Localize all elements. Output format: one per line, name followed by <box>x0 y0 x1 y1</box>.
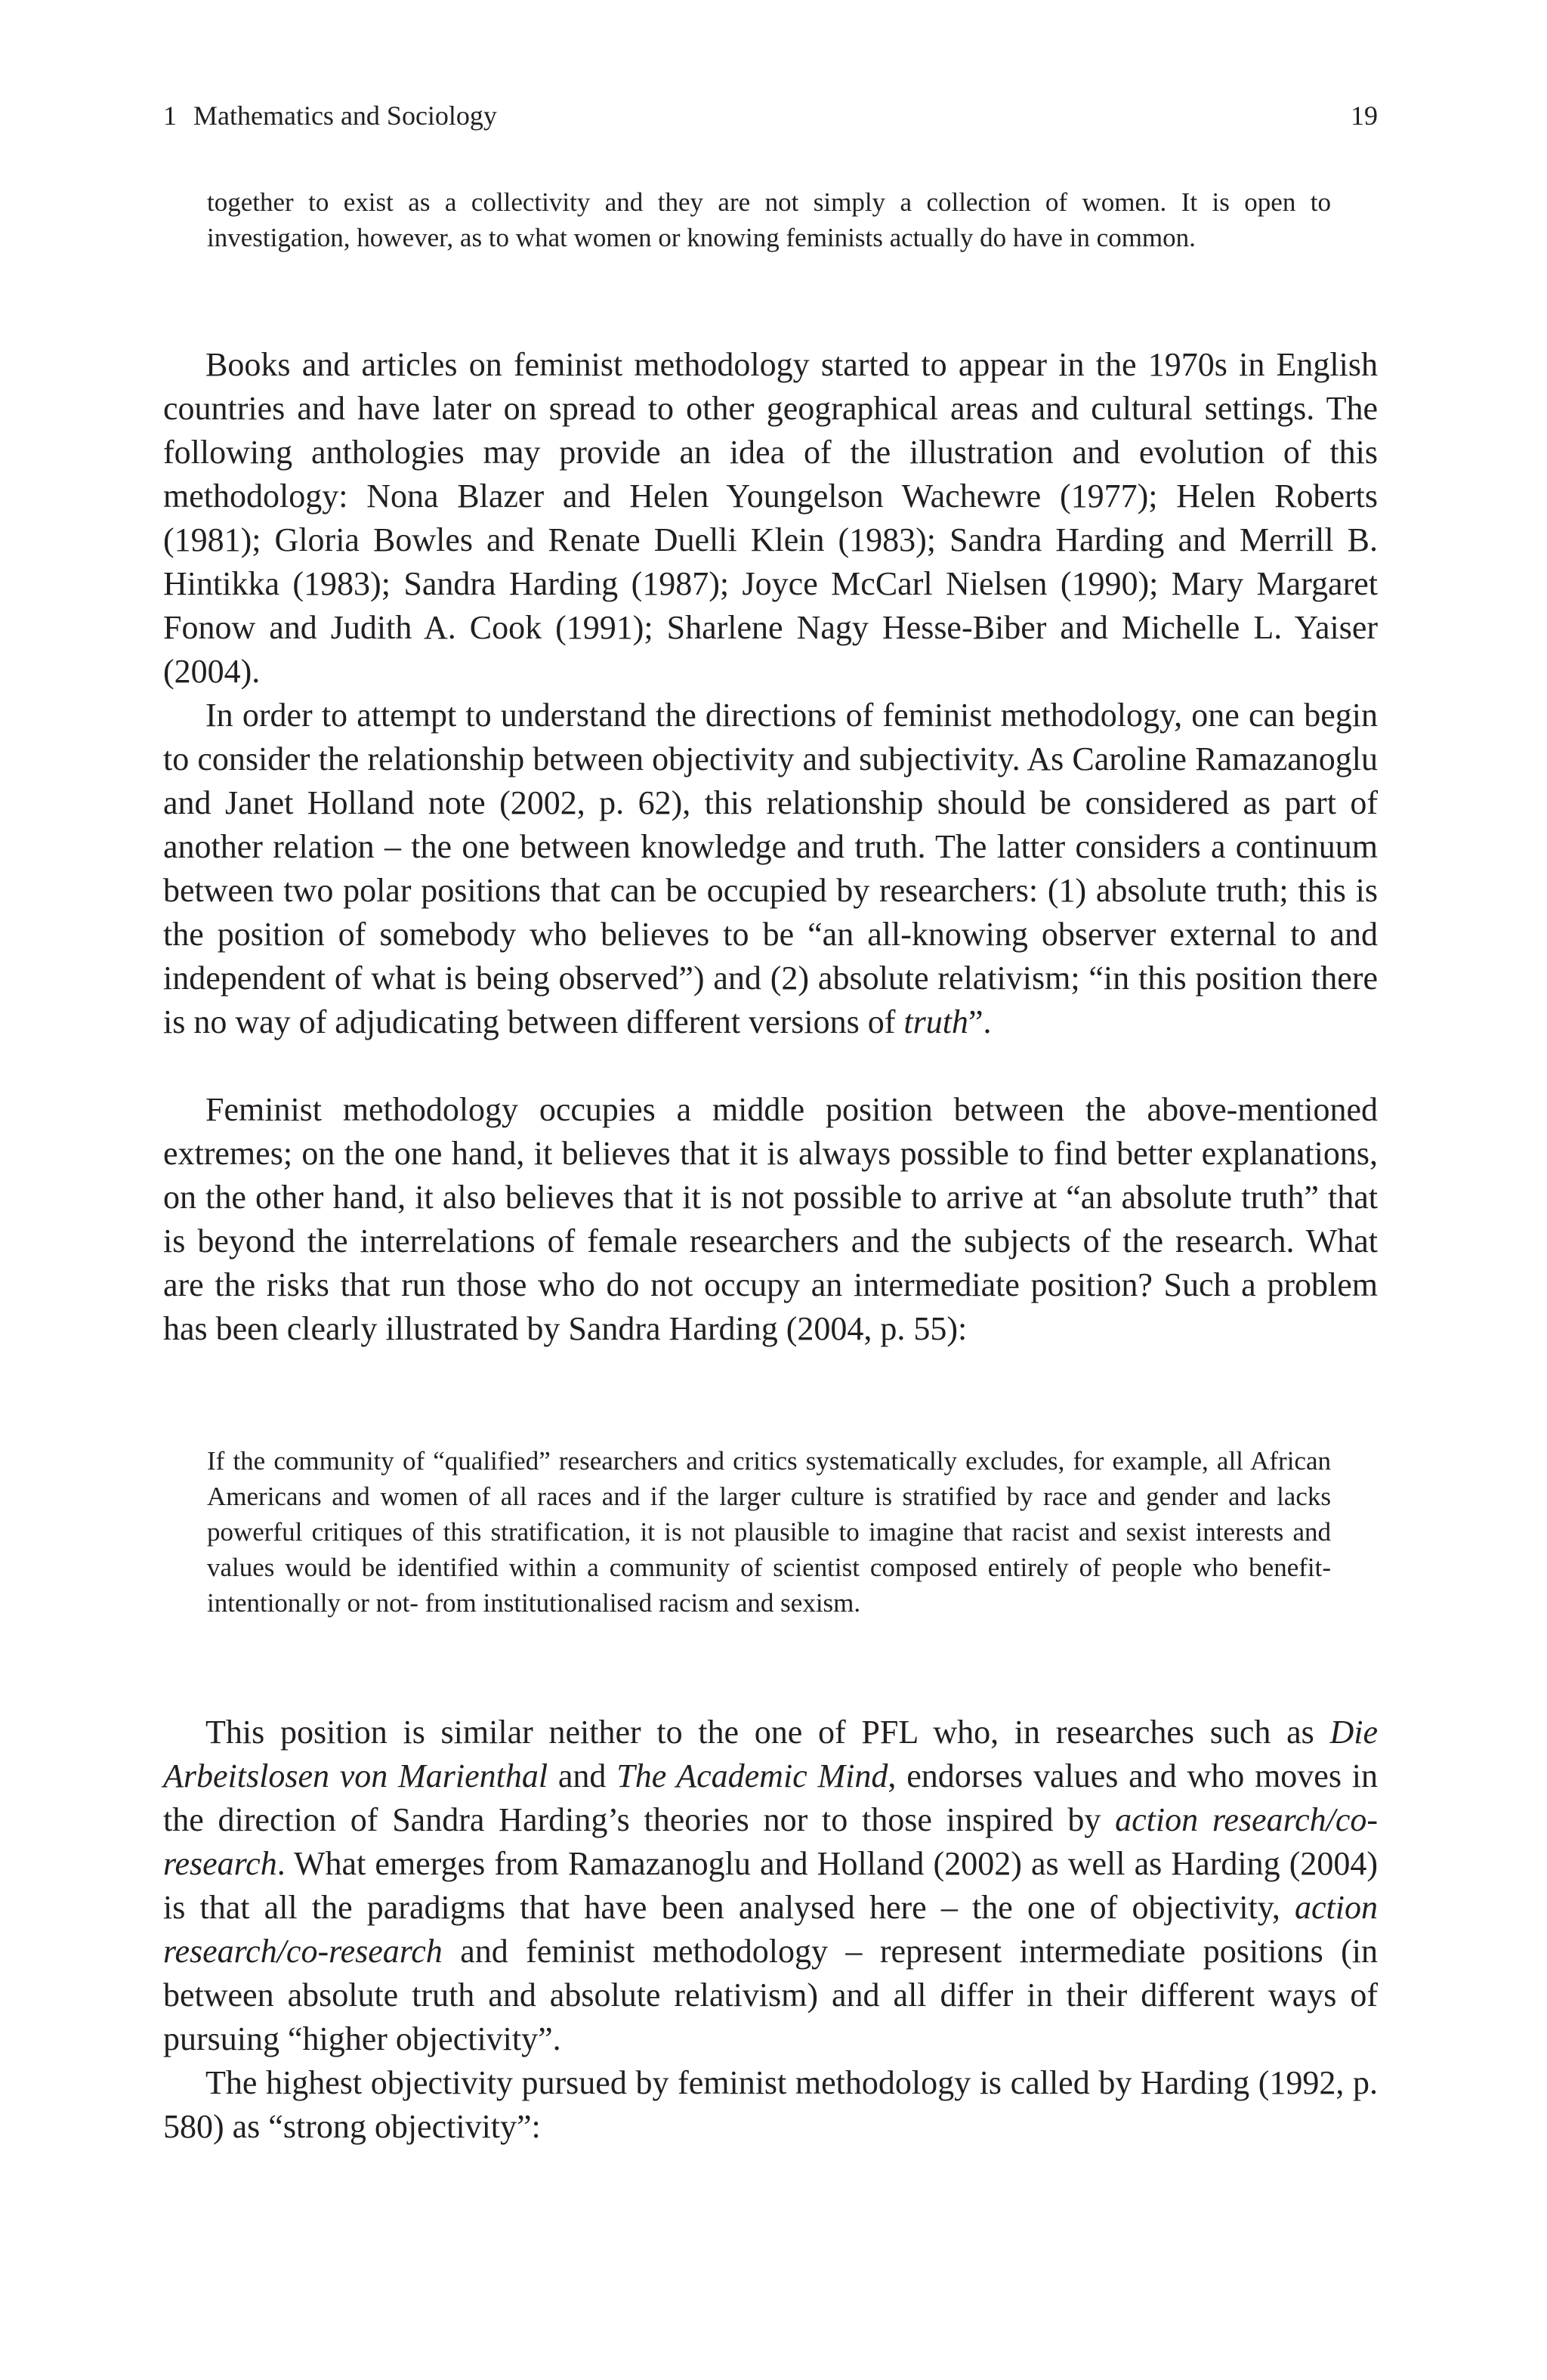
italic-title: The Academic Mind <box>616 1757 888 1794</box>
opening-quote-continuation: together to exist as a collectivity and they are not simply a collection of women. It is open to investigation, however, as to what women or knowing feminists actually do have in common. <box>207 187 1331 252</box>
running-head <box>163 97 1378 134</box>
block-quote: If the community of “qualified” researchers and critics systematically excludes, for example, all African Americans and women of all races and if the larger culture is stratified by race and gender and lacks powerful critiques of this stratification, it is not plausible to imagine that racist and sexist interests and values would be identified within a community of scientist composed entirely of people who benefit-intentionally or not- from institutionalised racism and sexism. <box>207 1446 1331 1618</box>
paragraph-text: and <box>548 1757 617 1794</box>
paragraph-text: , endorses values and who moves in the direction of Sandra Harding’s theories nor to those inspired by <box>163 1757 1378 1838</box>
page-number: 19 <box>1351 100 1378 131</box>
italic-title: Die Arbeitslosen von Marienthal <box>163 1714 1378 1794</box>
paragraph-text: ”. <box>968 1003 992 1040</box>
paragraph-objectivity-subjectivity <box>163 694 1378 1044</box>
paragraph-text: This position is similar neither to the one of PFL who, in researches such as <box>205 1714 1330 1751</box>
italic-term: action research/co-research <box>163 1801 1379 1882</box>
paragraph-middle-position: Feminist methodology occupies a middle position between the above-mentioned extremes; on the one hand, it believes that it is always possible to find better explanations, on the other hand, it also believes that it is not possible to arrive at “an absolute truth” that is beyond the interrelations of female researchers and the subjects of the research. What are the risks that run those who do not occupy an intermediate position? Such a problem has been clearly illustrated by Sandra Harding (2004, p. 55): <box>163 1091 1378 1347</box>
italic-term: truth <box>903 1003 968 1040</box>
chapter-heading <box>163 97 497 134</box>
paragraph-position-comparison <box>163 1711 1378 2061</box>
paragraph-text: and feminist methodology – represent intermediate positions (in between absolute truth and absolute relativism) and all differ in their different ways of pursuing “higher objectivity”. <box>163 1933 1378 2057</box>
chapter-title: Mathematics and Sociology <box>193 100 497 131</box>
italic-term: action research/co-research <box>163 1889 1378 1970</box>
paragraph-strong-objectivity: The highest objectivity pursued by feminist methodology is called by Harding (1992, p. 580) as “strong objectivity”: <box>163 2064 1378 2145</box>
paragraph-text: . What emerges from Ramazanoglu and Holland (2002) as well as Harding (2004) is that all the paradigms that have been analysed here – the one of objectivity, <box>163 1845 1378 1926</box>
paragraph-feminist-methodology-history: Books and articles on feminist methodology started to appear in the 1970s in English countries and have later on spread to other geographical areas and cultural settings. The following anthologies may provide an idea of the illustration and evolution of this methodology: Nona Blazer and Helen Youngelson Wachewre (1977); Helen Roberts (1981); Gloria Bowles and Renate Duelli Klein (1983); Sandra Harding and Merrill B. Hintikka (1983); Sandra Harding (1987); Joyce McCarl Nielsen (1990); Mary Margaret Fonow and Judith A. Cook (1991); Sharlene Nagy Hesse-Biber and Michelle L. Yaiser (2004). <box>163 346 1378 690</box>
chapter-number: 1 <box>163 100 177 131</box>
paragraph-text: In order to attempt to understand the directions of feminist methodology, one can begin to consider the relationship between objectivity and subjectivity. As Caroline Ramazanoglu and Janet Holland note (2002, p. 62), this relationship should be considered as part of another relation – the one between knowledge and truth. The latter considers a continuum between two polar positions that can be occupied by researchers: (1) absolute truth; this is the position of somebody who believes to be “an all-knowing observer external to and independent of what is being observed”) and (2) absolute relativism; “in this position there is no way of adjudicating between different versions of <box>163 697 1378 1040</box>
